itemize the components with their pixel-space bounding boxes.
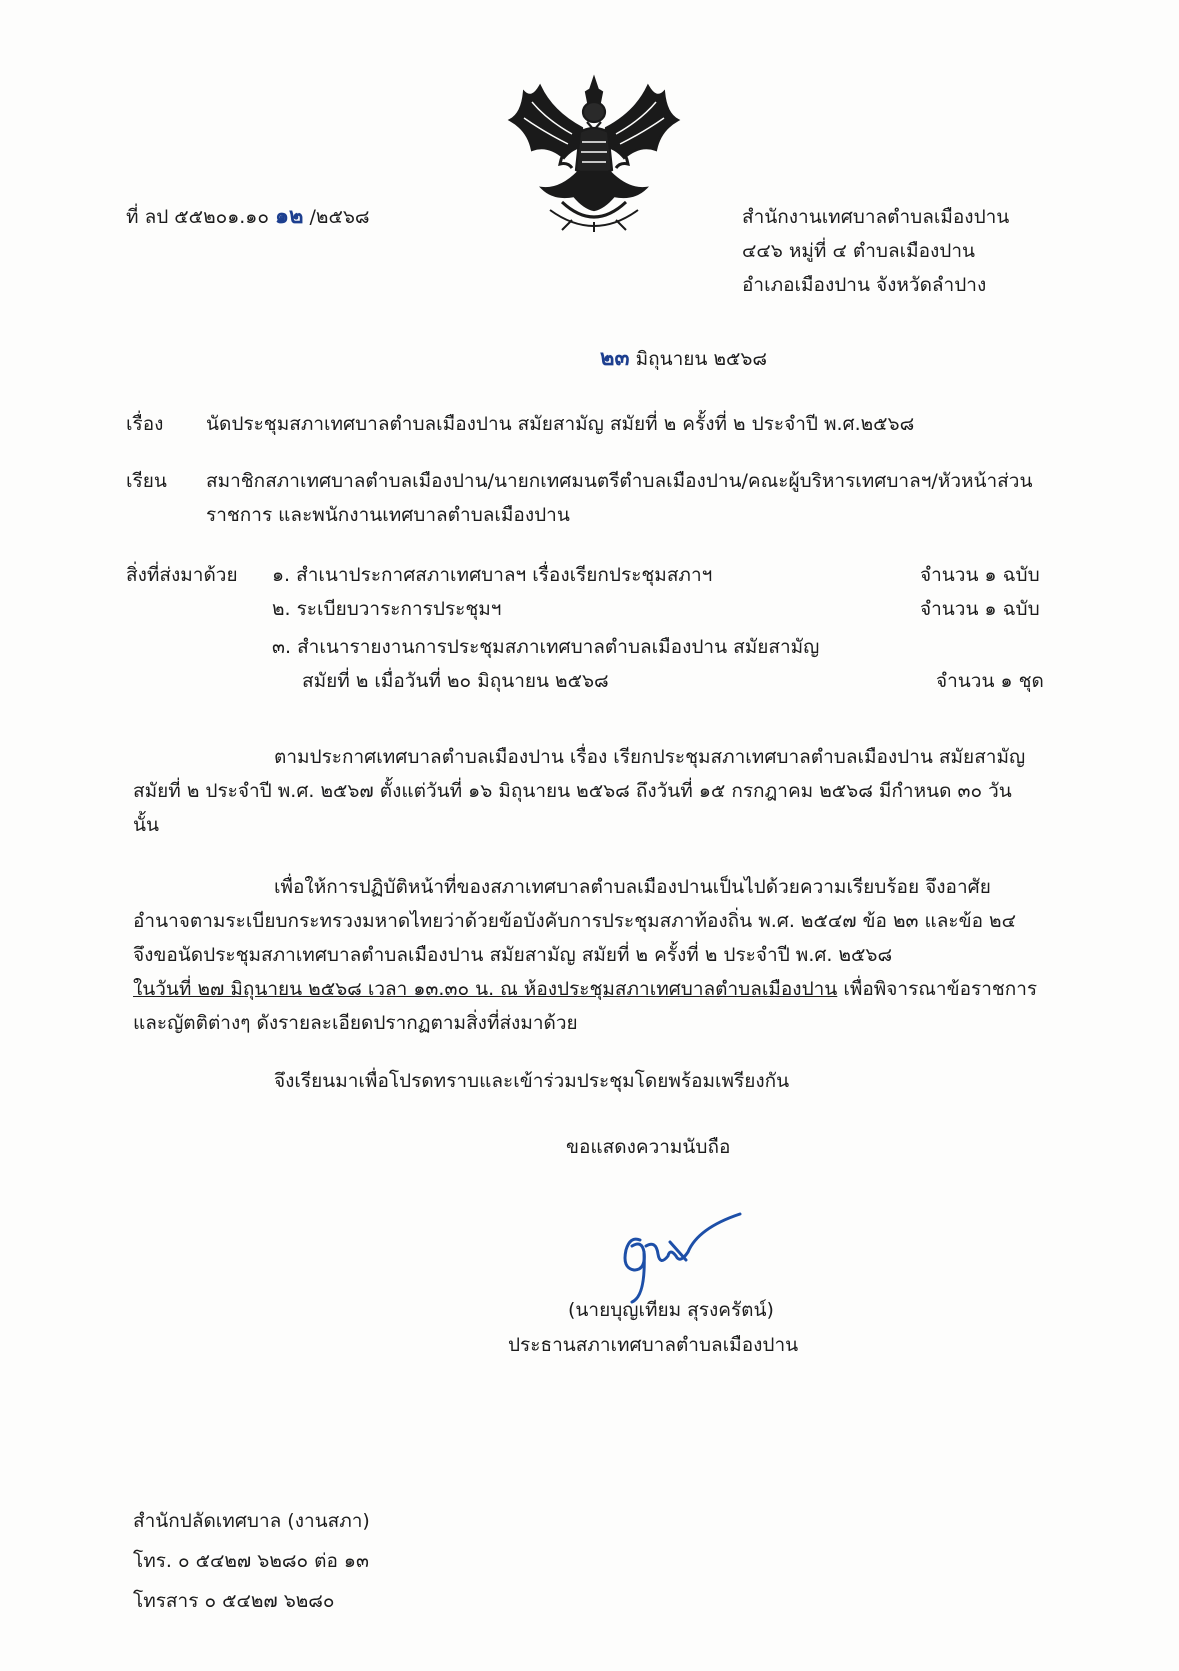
- footer-office: สำนักปลัดเทศบาล (งานสภา): [133, 1510, 370, 1532]
- paragraph-2-line-4-rest: เพื่อพิจารณาข้อราชการ: [837, 978, 1038, 1000]
- footer-phone: โทร. ๐ ๕๔๒๗ ๖๒๘๐ ต่อ ๑๓: [133, 1550, 369, 1572]
- paragraph-1-line-1: ตามประกาศเทศบาลตำบลเมืองปาน เรื่อง เรียกประชุมสภาเทศบาลตำบลเมืองปาน สมัยสามัญ: [274, 746, 1026, 768]
- paragraph-2-line-2: อำนาจตามระเบียบกระทรวงมหาดไทยว่าด้วยข้อบังคับการประชุมสภาท้องถิ่น พ.ศ. ๒๕๔๗ ข้อ ๒๓ และข้อ ๒๔: [133, 910, 1016, 932]
- enclosures-label: สิ่งที่ส่งมาด้วย: [126, 564, 238, 586]
- paragraph-1-line-2: สมัยที่ ๒ ประจำปี พ.ศ. ๒๕๖๗ ตั้งแต่วันที่ ๑๖ มิถุนายน ๒๕๖๘ ถึงวันที่ ๑๕ กรกฎาคม ๒๕๖๘ มีกำหนด ๓๐ วัน: [133, 780, 1012, 802]
- enclosure-item-3-cont: สมัยที่ ๒ เมื่อวันที่ ๒๐ มิถุนายน ๒๕๖๘: [302, 670, 609, 692]
- paragraph-2-line-4: [133, 974, 1037, 1004]
- meeting-datetime-underlined: ในวันที่ ๒๗ มิถุนายน ๒๕๖๘ เวลา ๑๓.๓๐ น. ณ ห้องประชุมสภาเทศบาลตำบลเมืองปาน: [133, 978, 838, 1000]
- reference-number: [126, 202, 370, 232]
- sender-line-2: ๔๔๖ หมู่ที่ ๔ ตำบลเมืองปาน: [742, 240, 976, 262]
- garuda-emblem-icon: [502, 72, 686, 234]
- enclosure-amount-2: จำนวน ๑ ฉบับ: [920, 598, 1040, 620]
- subject-label: เรื่อง: [126, 413, 164, 435]
- reference-prefix: ที่ ลป ๕๕๒๐๑.๑๐: [126, 206, 269, 228]
- paragraph-2-line-1: เพื่อให้การปฏิบัติหน้าที่ของสภาเทศบาลตำบลเมืองปานเป็นไปด้วยความเรียบร้อย จึงอาศัย: [274, 876, 991, 898]
- enclosure-item-2: ๒. ระเบียบวาระการประชุมฯ: [272, 598, 502, 620]
- letter-date: [600, 344, 767, 374]
- handwritten-signature: [600, 1206, 750, 1306]
- enclosure-item-1: ๑. สำเนาประกาศสภาเทศบาลฯ เรื่องเรียกประชุมสภาฯ: [272, 564, 713, 586]
- paragraph-3: จึงเรียนมาเพื่อโปรดทราบและเข้าร่วมประชุมโดยพร้อมเพรียงกัน: [274, 1070, 790, 1092]
- reference-handwritten-number: ๑๒: [275, 204, 304, 229]
- enclosure-amount-1: จำนวน ๑ ฉบับ: [920, 564, 1040, 586]
- reference-suffix: /๒๕๖๘: [309, 206, 370, 228]
- enclosure-item-3: ๓. สำเนารายงานการประชุมสภาเทศบาลตำบลเมืองปาน สมัยสามัญ: [272, 636, 820, 658]
- signatory-position: ประธานสภาเทศบาลตำบลเมืองปาน: [508, 1334, 799, 1356]
- paragraph-2-line-5: และญัตติต่างๆ ดังรายละเอียดปรากฏตามสิ่งที่ส่งมาด้วย: [133, 1012, 578, 1034]
- enclosure-amount-3: จำนวน ๑ ชุด: [936, 670, 1044, 692]
- paragraph-1-line-3: นั้น: [133, 814, 159, 836]
- paragraph-2-line-3: จึงขอนัดประชุมสภาเทศบาลตำบลเมืองปาน สมัยสามัญ สมัยที่ ๒ ครั้งที่ ๒ ประจำปี พ.ศ. ๒๕๖๘: [133, 944, 893, 966]
- date-day-handwritten: ๒๓: [600, 346, 630, 371]
- signatory-name: (นายบุญเทียม สุรงครัตน์): [568, 1299, 774, 1321]
- recipient-line-1: สมาชิกสภาเทศบาลตำบลเมืองปาน/นายกเทศมนตรีตำบลเมืองปาน/คณะผู้บริหารเทศบาลฯ/หัวหน้าส่วน: [206, 470, 1033, 492]
- sender-line-1: สำนักงานเทศบาลตำบลเมืองปาน: [742, 206, 1010, 228]
- recipient-label: เรียน: [126, 470, 167, 492]
- footer-fax: โทรสาร ๐ ๕๔๒๗ ๖๒๘๐: [133, 1590, 335, 1612]
- sender-line-3: อำเภอเมืองปาน จังหวัดลำปาง: [742, 274, 987, 296]
- recipient-line-2: ราชการ และพนักงานเทศบาลตำบลเมืองปาน: [206, 504, 570, 526]
- date-month-year: มิถุนายน ๒๕๖๘: [635, 348, 768, 370]
- closing-salutation: ขอแสดงความนับถือ: [566, 1136, 731, 1158]
- subject-text: นัดประชุมสภาเทศบาลตำบลเมืองปาน สมัยสามัญ สมัยที่ ๒ ครั้งที่ ๒ ประจำปี พ.ศ.๒๕๖๘: [206, 413, 915, 435]
